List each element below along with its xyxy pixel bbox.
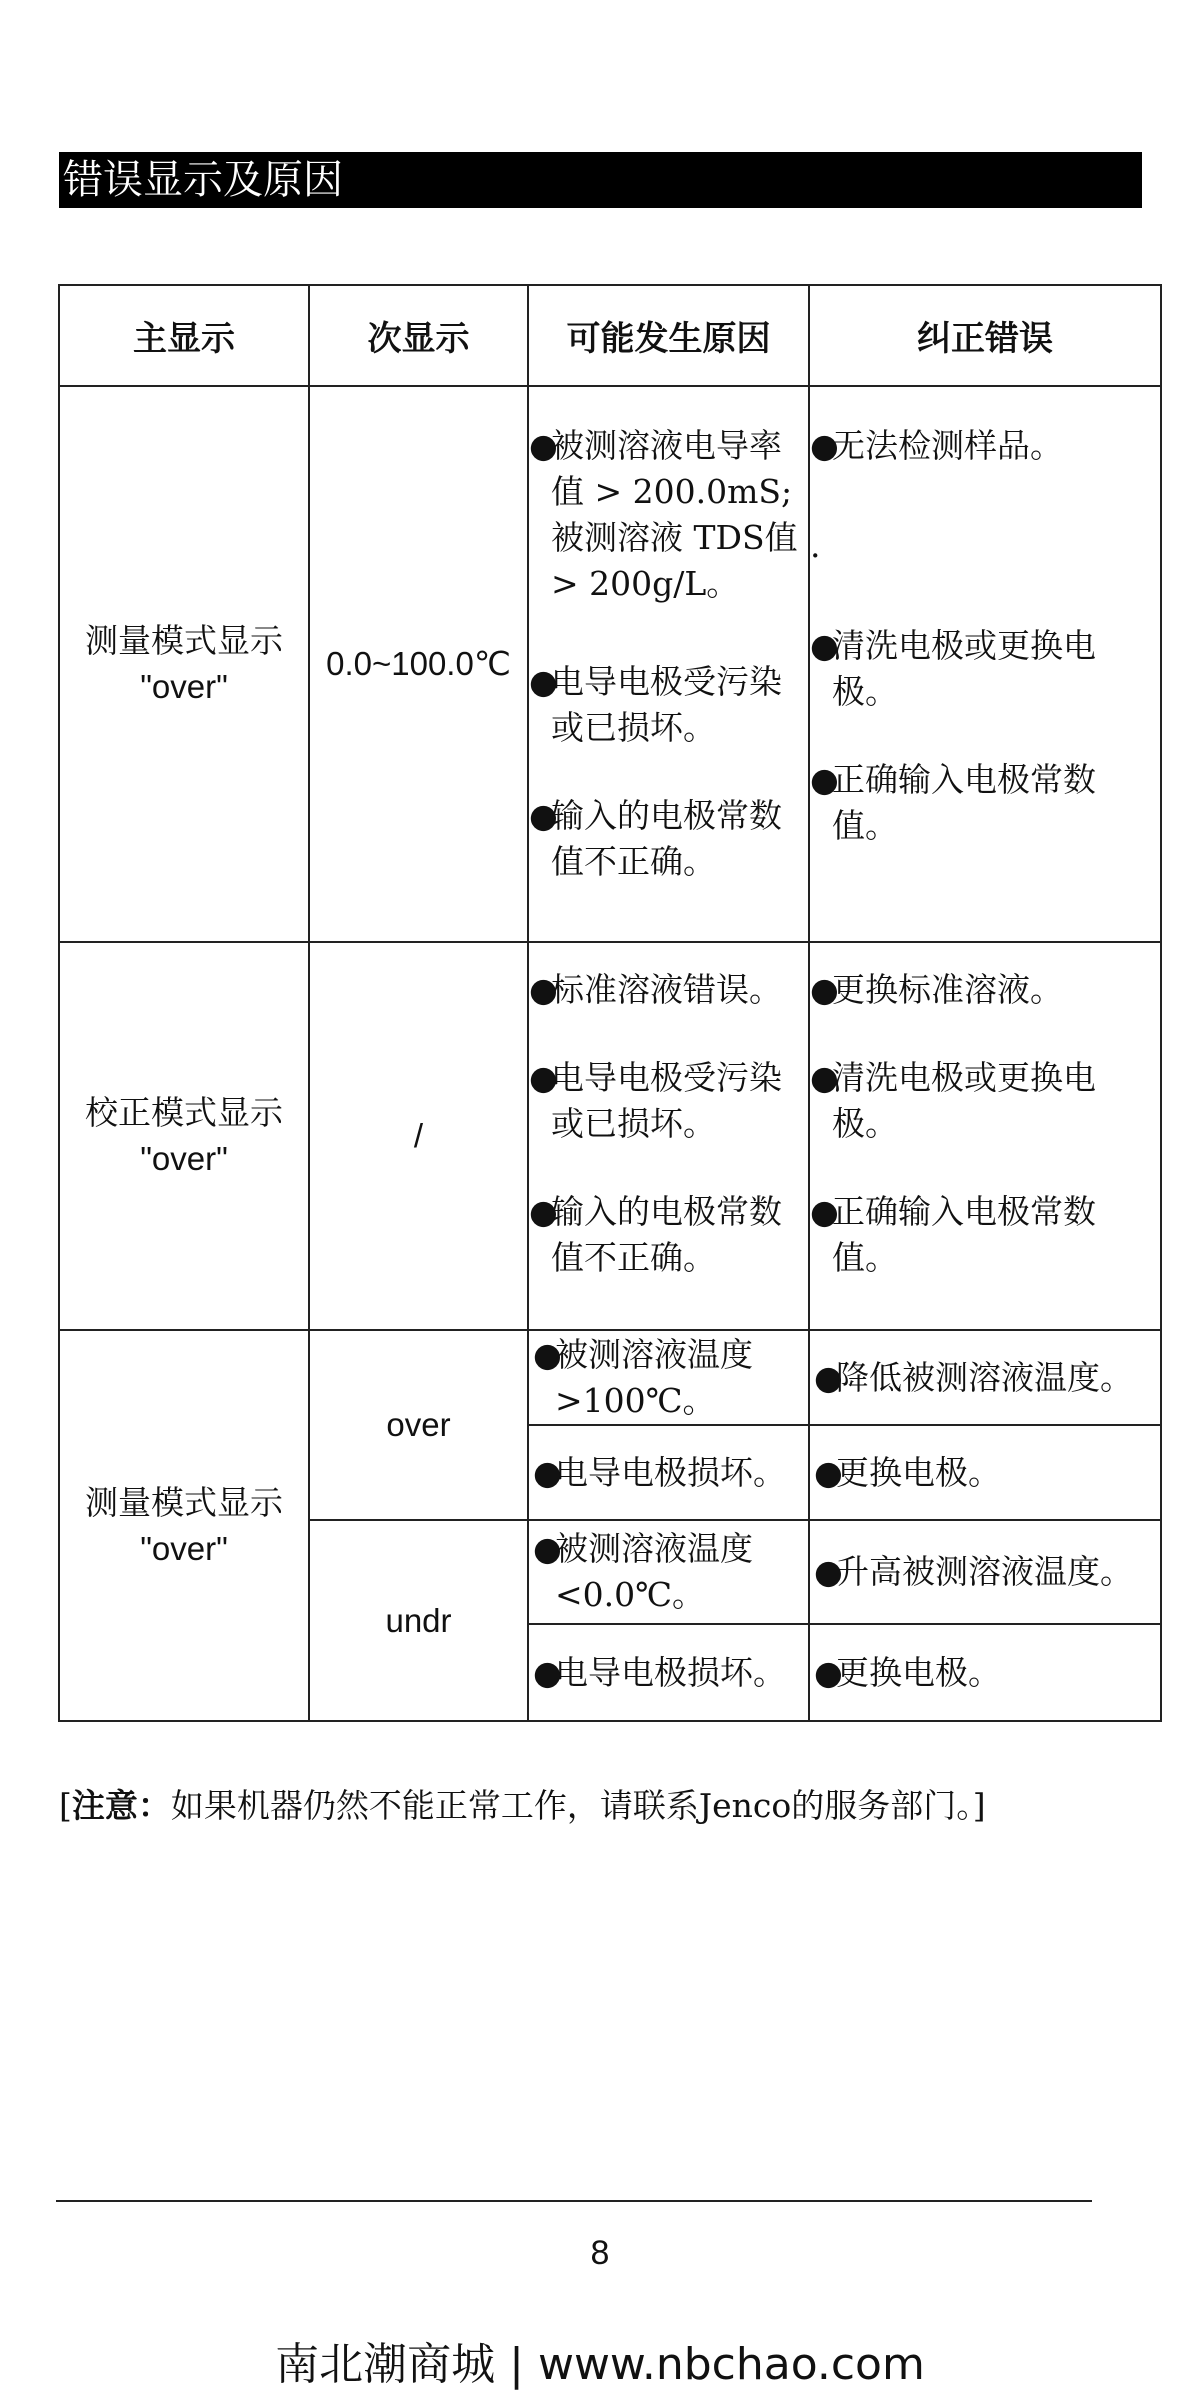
table-row	[59, 386, 1161, 942]
fix-cell	[809, 1425, 1161, 1520]
bullet-icon: ●	[810, 1058, 839, 1097]
bullet-icon: ●	[529, 1058, 558, 1097]
footer-divider	[56, 2200, 1092, 2202]
table-header-row	[59, 285, 1161, 386]
table-row	[59, 1330, 1161, 1425]
list-item: ●输入的电极常数值不正确。	[529, 1189, 808, 1281]
bullet-icon: ●	[810, 970, 839, 1009]
list-item: ●被测溶液温度 <0.0℃。	[533, 1526, 804, 1618]
secondary-display-cell: /	[309, 942, 528, 1330]
list-item: ●电导电极损坏。	[533, 1450, 804, 1496]
list-item: ●更换标准溶液。	[810, 967, 1160, 1013]
causes-cell	[528, 942, 809, 1330]
bullet-icon: ●	[529, 426, 558, 465]
main-display-cell	[59, 386, 309, 942]
note-label: 注意：	[71, 1786, 171, 1825]
secondary-display-undr: undr	[309, 1520, 528, 1721]
bullet-icon: ●	[814, 1652, 843, 1692]
section-title: 错误显示及原因	[59, 152, 1142, 208]
list-item: ●被测溶液电导率值 > 200.0mS;被测溶液 TDS值> 200g/L。	[529, 423, 808, 607]
cause-cell	[528, 1624, 809, 1721]
header-correction: 纠正错误	[809, 285, 1161, 386]
header-possible-cause: 可能发生原因	[528, 285, 809, 386]
list-item: ●清洗电极或更换电极。	[810, 1055, 1160, 1147]
list-item: ●电导电极损坏。	[533, 1650, 804, 1696]
main-display-value: "over"	[140, 668, 228, 705]
secondary-display-over: over	[309, 1330, 528, 1520]
main-display-mode: 测量模式显示	[85, 1482, 283, 1522]
bullet-icon: ●	[533, 1529, 562, 1568]
header-main-display: 主显示	[59, 285, 309, 386]
list-item: ●电导电极受污染或已损坏。	[529, 659, 808, 751]
cause-cell	[528, 1520, 809, 1624]
fixes-cell	[809, 942, 1161, 1330]
bullet-icon: ●	[810, 760, 839, 799]
stray-dot: .	[810, 526, 821, 565]
bullet-icon: ●	[814, 1552, 843, 1591]
main-display-cell	[59, 1330, 309, 1721]
causes-cell	[528, 386, 809, 942]
secondary-display-cell: 0.0~100.0℃	[309, 386, 528, 942]
list-item: ●正确输入电极常数值。	[810, 1189, 1160, 1281]
table-row	[59, 942, 1161, 1330]
bullet-icon: ●	[529, 662, 558, 701]
note-text: 如果机器仍然不能正常工作，请联系Jenco的服务部门。	[170, 1786, 973, 1825]
note: [注意：如果机器仍然不能正常工作，请联系Jenco的服务部门。]	[59, 1786, 986, 1825]
fix-cell	[809, 1624, 1161, 1721]
list-item: ●电导电极受污染或已损坏。	[529, 1055, 808, 1147]
main-display-mode: 测量模式显示	[85, 621, 283, 660]
footer-brand: 南北潮商城 | www.nbchao.com	[275, 2339, 925, 2390]
header-secondary-display: 次显示	[309, 285, 528, 386]
fix-cell	[809, 1520, 1161, 1624]
list-item: ●更换电极。	[814, 1450, 1156, 1496]
bullet-icon: ●	[533, 1652, 562, 1692]
page-number: 8	[590, 2234, 610, 2272]
cause-cell	[528, 1425, 809, 1520]
list-item: ●被测溶液温度 >100℃。	[533, 1332, 804, 1424]
bullet-icon: ●	[529, 1192, 558, 1231]
list-item: ●更换电极。	[814, 1650, 1156, 1696]
main-display-value: "over"	[140, 1140, 228, 1177]
bullet-icon: ●	[810, 626, 839, 665]
list-item: ●无法检测样品。	[810, 423, 1160, 469]
bullet-icon: ●	[529, 796, 558, 835]
list-item: ●正确输入电极常数值。	[810, 757, 1160, 849]
bullet-icon: ●	[533, 1452, 562, 1492]
error-table	[58, 284, 1162, 1722]
bullet-icon: ●	[533, 1334, 562, 1374]
fix-cell	[809, 1330, 1161, 1425]
bullet-icon: ●	[814, 1357, 843, 1397]
bullet-icon: ●	[529, 970, 558, 1009]
list-item: ●标准溶液错误。	[529, 967, 808, 1013]
main-display-value: "over"	[140, 1529, 228, 1567]
main-display-mode: 校正模式显示	[85, 1093, 283, 1132]
fixes-cell	[809, 386, 1161, 942]
list-item: ●升高被测溶液温度。	[814, 1549, 1156, 1595]
bullet-icon: ●	[814, 1452, 843, 1492]
cause-cell	[528, 1330, 809, 1425]
bullet-icon: ●	[810, 1192, 839, 1231]
list-item: ●降低被测溶液温度。	[814, 1355, 1156, 1401]
list-item: ●清洗电极或更换电极。	[810, 623, 1160, 715]
main-display-cell	[59, 942, 309, 1330]
bullet-icon: ●	[810, 426, 839, 465]
list-item: ●输入的电极常数值不正确。	[529, 793, 808, 885]
